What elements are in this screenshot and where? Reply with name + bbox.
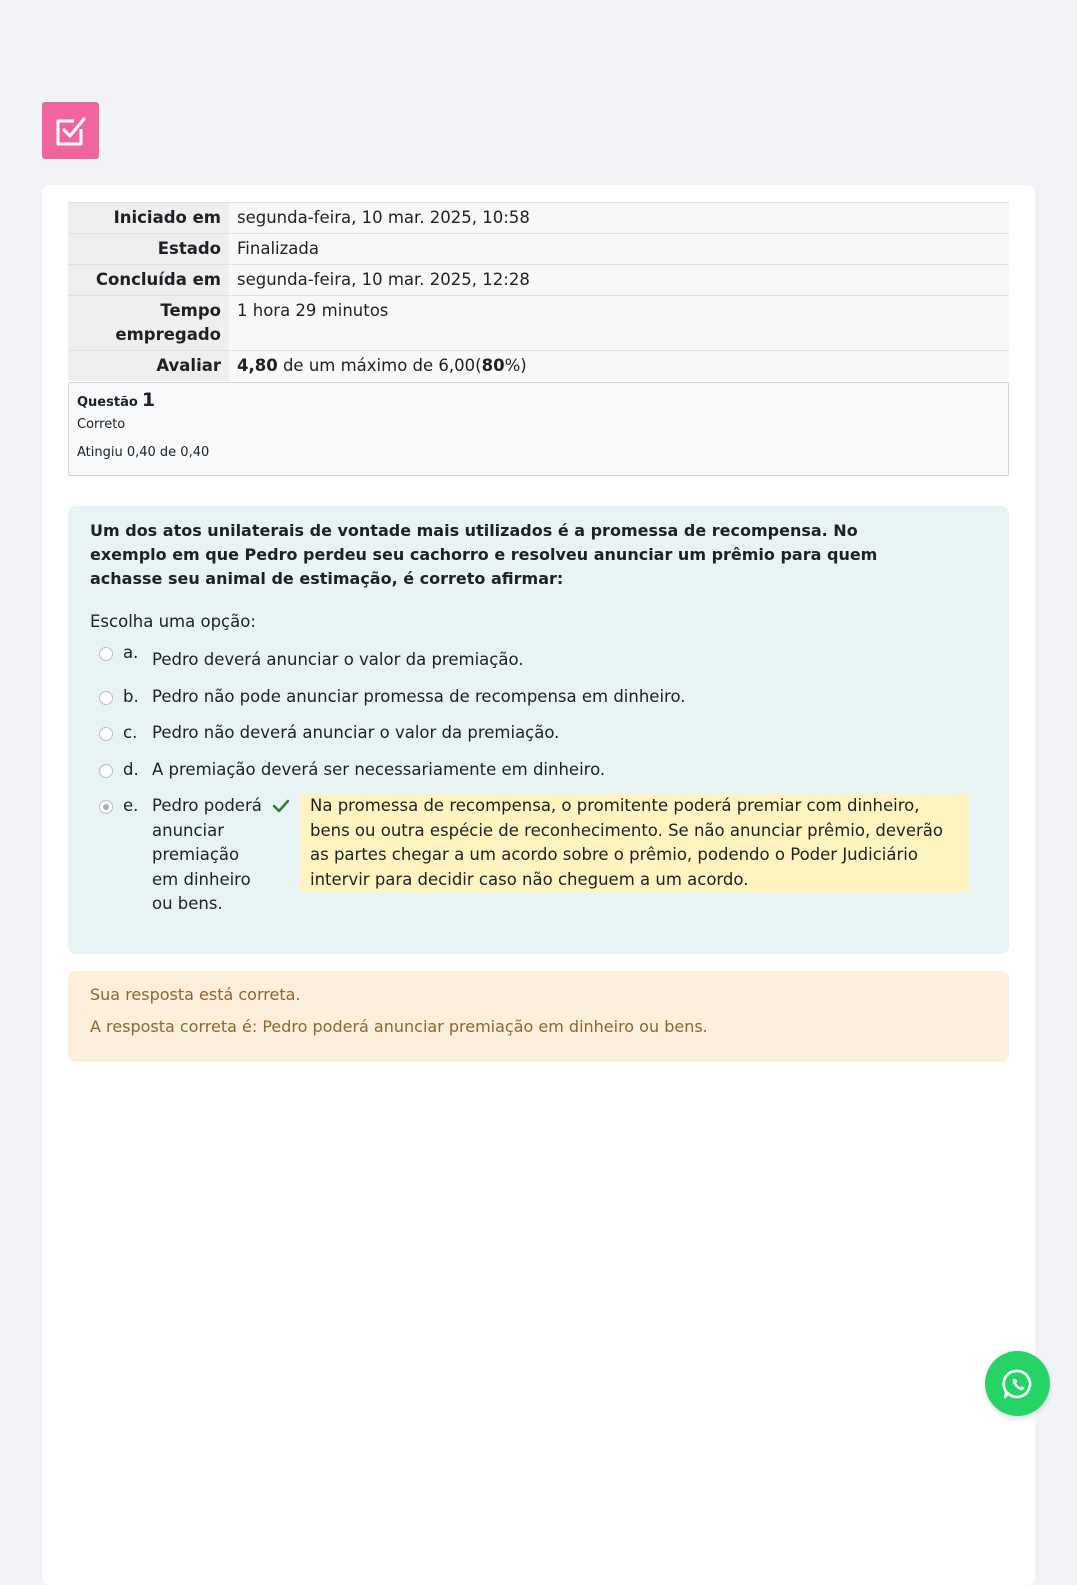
option-letter: a.: [123, 643, 139, 662]
grade-score: 4,80: [237, 356, 278, 375]
question-state: Correto: [77, 417, 126, 432]
grade-percent-suffix: %): [504, 356, 527, 375]
completed-value: segunda-feira, 10 mar. 2025, 12:28: [229, 265, 1009, 296]
question-number: [77, 389, 1000, 411]
time-label: Tempo empregado: [68, 296, 229, 351]
radio-a[interactable]: [99, 647, 113, 661]
answer-prompt: Escolha uma opção:: [90, 612, 256, 631]
completed-label: Concluída em: [68, 265, 229, 296]
general-feedback: Sua resposta está correta.: [90, 985, 301, 1004]
summary-row-grade: [68, 351, 1009, 382]
state-value: Finalizada: [229, 234, 1009, 265]
correct-check-icon: [272, 797, 290, 822]
option-letter: b.: [123, 686, 139, 706]
quiz-review-card: [42, 185, 1035, 1585]
whatsapp-icon: [1001, 1367, 1035, 1401]
whatsapp-button[interactable]: [985, 1351, 1050, 1416]
option-text: Pedro deverá anunciar o valor da premiação.: [152, 650, 524, 669]
started-value: segunda-feira, 10 mar. 2025, 10:58: [229, 203, 1009, 234]
answer-option-c[interactable]: [90, 721, 987, 746]
radio-e-selected[interactable]: [99, 800, 113, 814]
option-text: Pedro não deverá anunciar o valor da premiação.: [152, 723, 560, 742]
option-letter: e.: [123, 796, 139, 815]
specific-feedback: Na promessa de recompensa, o promitente poderá premiar com dinheiro, bens ou outra espécie de reconhecimento. Se não anunciar prêmio, deverão as partes chegar a um acordo sobre o prêmio, podendo o Poder Judiciário intervir para decidir caso não cheguem a um acordo.: [300, 794, 969, 892]
option-text: Pedro poderá anunciar premiação em dinheiro ou bens.: [152, 796, 262, 913]
question-grade: Atingiu 0,40 de 0,40: [77, 445, 210, 460]
question-text: Um dos atos unilaterais de vontade mais utilizados é a promessa de recompensa. No exemplo em que Pedro perdeu seu cachorro e resolveu anunciar um prêmio para quem achasse seu animal de estimação, é correto afirmar:: [90, 521, 878, 588]
option-text: A premiação deverá ser necessariamente em dinheiro.: [152, 759, 606, 779]
right-answer: A resposta correta é: Pedro poderá anunciar premiação em dinheiro ou bens.: [90, 1017, 708, 1036]
grade-max-text: de um máximo de 6,00(: [277, 356, 482, 375]
option-letter: d.: [123, 759, 139, 779]
answer-option-e[interactable]: [90, 794, 987, 917]
radio-b[interactable]: [99, 691, 113, 705]
grade-percent: 80: [481, 356, 505, 375]
grade-value: [229, 351, 1009, 382]
answer-option-b[interactable]: [90, 685, 987, 710]
option-letter: c.: [123, 723, 138, 742]
question-label: Questão: [77, 395, 138, 410]
answer-option-a[interactable]: [90, 641, 987, 673]
started-label: Iniciado em: [68, 203, 229, 234]
radio-c[interactable]: [99, 727, 113, 741]
grade-label: Avaliar: [68, 351, 229, 382]
answer-options: [90, 641, 987, 917]
question-info-box: [68, 382, 1009, 476]
question-outcome: [68, 971, 1009, 1062]
attempt-summary-table: [68, 202, 1009, 381]
summary-row-started: [68, 203, 1009, 234]
answer-option-d[interactable]: [90, 758, 987, 783]
quiz-checkbox-icon: [42, 102, 99, 159]
summary-row-time: [68, 296, 1009, 351]
question-number-value: 1: [141, 389, 156, 411]
radio-d[interactable]: [99, 764, 113, 778]
summary-row-state: [68, 234, 1009, 265]
summary-row-completed: [68, 265, 1009, 296]
question-formulation: [68, 506, 1009, 954]
option-text: Pedro não pode anunciar promessa de recompensa em dinheiro.: [152, 686, 686, 706]
time-value: 1 hora 29 minutos: [229, 296, 1009, 351]
state-label: Estado: [68, 234, 229, 265]
